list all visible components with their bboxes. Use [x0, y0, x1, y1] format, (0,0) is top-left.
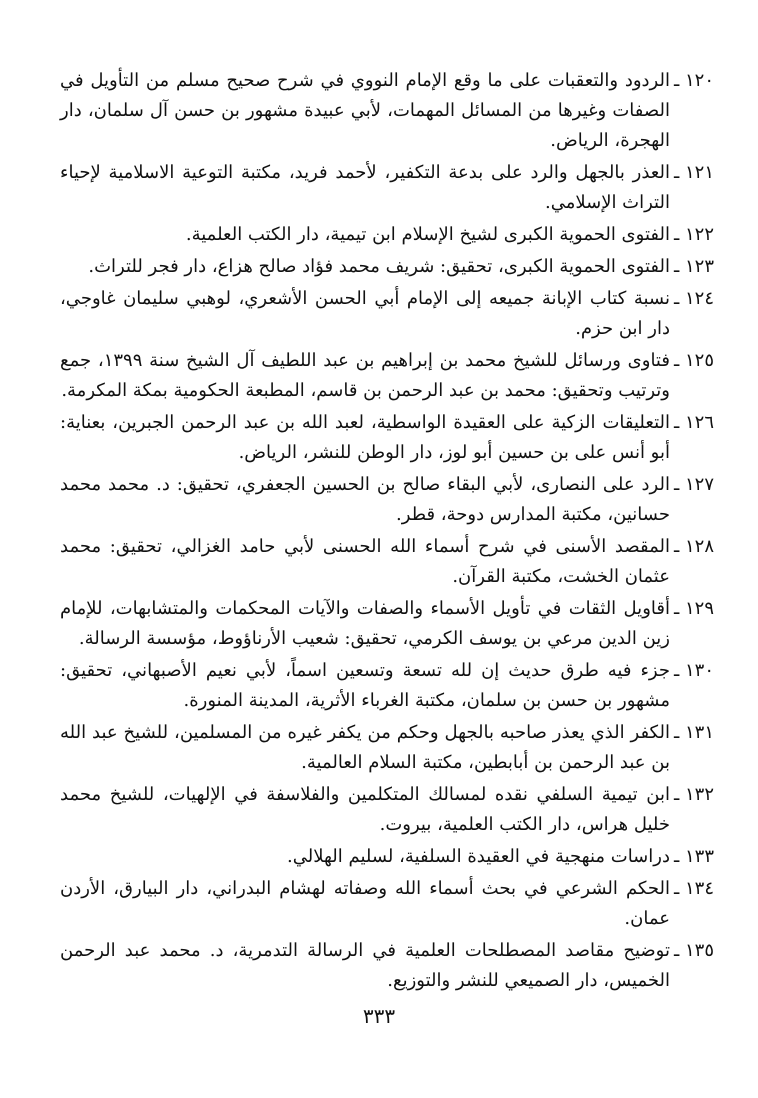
- list-item: [60, 408, 714, 468]
- entry-number: ١٣٥ ـ: [673, 940, 714, 961]
- entry-text: الكفر الذي يعذر صاحبه بالجهل وحكم من يكفر غيره من المسلمين، للشيخ عبد الله بن عبد الرحمن بن أبابطين، مكتبة السلام العالمية.: [60, 722, 670, 773]
- entry-text: التعليقات الزكية على العقيدة الواسطية، لعبد الله بن عبد الرحمن الجبرين، بعناية: أبو أنس على بن حسين أبو لوز، دار الوطن للنشر، الرياض.: [60, 412, 670, 463]
- list-item: [60, 346, 714, 406]
- list-item: [60, 936, 714, 996]
- page-number: ٣٣٣: [362, 1004, 396, 1028]
- entry-text: توضيح مقاصد المصطلحات العلمية في الرسالة التدمرية، د. محمد عبد الرحمن الخميس، دار الصميعي للنشر والتوزيع.: [60, 940, 670, 991]
- entry-number: ١٣٠ ـ: [673, 660, 714, 681]
- entry-text: الرد على النصارى، لأبي البقاء صالح بن الحسين الجعفري، تحقيق: د. محمد محمد حسانين، مكتبة المدارس دوحة، قطر.: [60, 474, 670, 525]
- entry-text: العذر بالجهل والرد على بدعة التكفير، لأحمد فريد، مكتبة التوعية الاسلامية لإحياء التراث الإسلامي.: [60, 162, 670, 213]
- entry-text: ابن تيمية السلفي نقده لمسالك المتكلمين والفلاسفة في الإلهيات، للشيخ محمد خليل هراس، دار الكتب العلمية، بيروت.: [60, 784, 670, 835]
- list-item: [60, 252, 714, 282]
- list-item: [60, 842, 714, 872]
- list-item: [60, 718, 714, 778]
- list-item: [60, 656, 714, 716]
- bibliography-list: [60, 66, 714, 998]
- entry-number: ١٢٦ ـ: [673, 412, 714, 433]
- entry-text: المقصد الأسنى في شرح أسماء الله الحسنى لأبي حامد الغزالي، تحقيق: محمد عثمان الخشت، مكتبة القرآن.: [60, 536, 670, 587]
- entry-text: الردود والتعقبات على ما وقع الإمام النووي في شرح صحيح مسلم من التأويل في الصفات وغيرها من المسائل المهمات، لأبي عبيدة مشهور بن حسن آل سلمان، دار الهجرة، الرياض.: [60, 70, 670, 151]
- entry-text: الحكم الشرعي في بحث أسماء الله وصفاته لهشام البدراني، دار البيارق، الأردن عمان.: [60, 878, 670, 929]
- list-item: [60, 470, 714, 530]
- entry-number: ١٢٠ ـ: [673, 70, 714, 91]
- entry-number: ١٢٤ ـ: [673, 288, 714, 309]
- list-item: [60, 66, 714, 156]
- list-item: [60, 594, 714, 654]
- entry-number: ١٢٨ ـ: [673, 536, 714, 557]
- entry-number: ١٢٣ ـ: [673, 256, 714, 277]
- entry-text: نسبة كتاب الإبانة جميعه إلى الإمام أبي الحسن الأشعري، لوهبي سليمان غاوجي، دار ابن حزم.: [60, 288, 670, 339]
- entry-text: الفتوى الحموية الكبرى، تحقيق: شريف محمد فؤاد صالح هزاع، دار فجر للتراث.: [88, 256, 670, 277]
- list-item: [60, 158, 714, 218]
- entry-number: ١٣٣ ـ: [673, 846, 714, 867]
- list-item: [60, 532, 714, 592]
- entry-text: دراسات منهجية في العقيدة السلفية، لسليم الهلالي.: [287, 846, 670, 867]
- entry-number: ١٣٢ ـ: [673, 784, 714, 805]
- entry-number: ١٣٤ ـ: [673, 878, 714, 899]
- entry-text: أقاويل الثقات في تأويل الأسماء والصفات والآيات المحكمات والمتشابهات، للإمام زين الدين مرعي بن يوسف الكرمي، تحقيق: شعيب الأرناؤوط، مؤسسة الرسالة.: [60, 598, 670, 649]
- entry-number: ١٢٩ ـ: [673, 598, 714, 619]
- entry-text: الفتوى الحموية الكبرى لشيخ الإسلام ابن تيمية، دار الكتب العلمية.: [185, 224, 670, 245]
- entry-number: ١٣١ ـ: [673, 722, 714, 743]
- entry-number: ١٢١ ـ: [673, 162, 714, 183]
- entry-text: فتاوى ورسائل للشيخ محمد بن إبراهيم بن عبد اللطيف آل الشيخ سنة ١٣٩٩، جمع وترتيب وتحقيق: محمد بن عبد الرحمن بن قاسم، المطبعة الحكومية بمكة المكرمة.: [60, 350, 670, 401]
- list-item: [60, 780, 714, 840]
- entry-number: ١٢٥ ـ: [673, 350, 714, 371]
- list-item: [60, 284, 714, 344]
- list-item: [60, 220, 714, 250]
- entry-number: ١٢٧ ـ: [673, 474, 714, 495]
- entry-number: ١٢٢ ـ: [673, 224, 714, 245]
- list-item: [60, 874, 714, 934]
- entry-text: جزء فيه طرق حديث إن لله تسعة وتسعين اسماً، لأبي نعيم الأصبهاني، تحقيق: مشهور بن حسن بن سلمان، مكتبة الغرباء الأثرية، المدينة المنورة.: [60, 660, 670, 711]
